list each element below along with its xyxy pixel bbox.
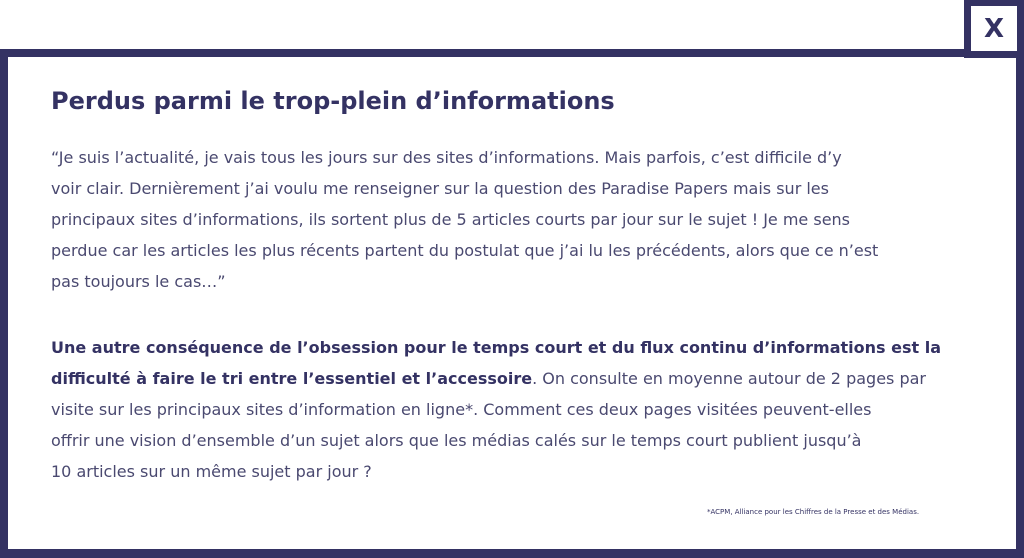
analysis-text: . On consulte en moyenne autour de 2 pages par [532,369,926,388]
quote-line: perdue car les articles les plus récents partent du postulat que j’ai lu les précédents, alors que ce n’est [51,241,879,260]
analysis-line: 10 articles sur un même sujet par jour ? [51,462,372,481]
quote-paragraph [51,142,981,297]
analysis-paragraph [51,332,981,487]
quote-line: pas toujours le cas…” [51,272,226,291]
quote-line: “Je suis l’actualité, je vais tous les jours sur des sites d’informations. Mais parfois, c’est difficile d’y [51,148,842,167]
analysis-line: offrir une vision d’ensemble d’un sujet alors que les médias calés sur le temps court publient jusqu’à [51,431,862,450]
analysis-line: visite sur les principaux sites d’information en ligne*. Comment ces deux pages visitées peuvent-elles [51,400,872,419]
quote-line: voir clair. Dernièrement j’ai voulu me renseigner sur la question des Paradise Papers mais sur les [51,179,829,198]
analysis-mixed-line [51,363,981,394]
source-footnote: *ACPM, Alliance pour les Chiffres de la Presse et des Médias. [707,508,920,516]
quote-line: principaux sites d’informations, ils sortent plus de 5 articles courts par jour sur le sujet ! Je me sens [51,210,851,229]
analysis-bold-phrase: difficulté à faire le tri entre l’essentiel et l’accessoire [51,369,533,388]
close-button[interactable] [964,0,1024,58]
modal-title: Perdus parmi le trop-plein d’informations [51,87,615,115]
analysis-bold-line: Une autre conséquence de l’obsession pour le temps court et du flux continu d’informations est la [51,338,942,357]
close-icon: X [983,13,1005,44]
